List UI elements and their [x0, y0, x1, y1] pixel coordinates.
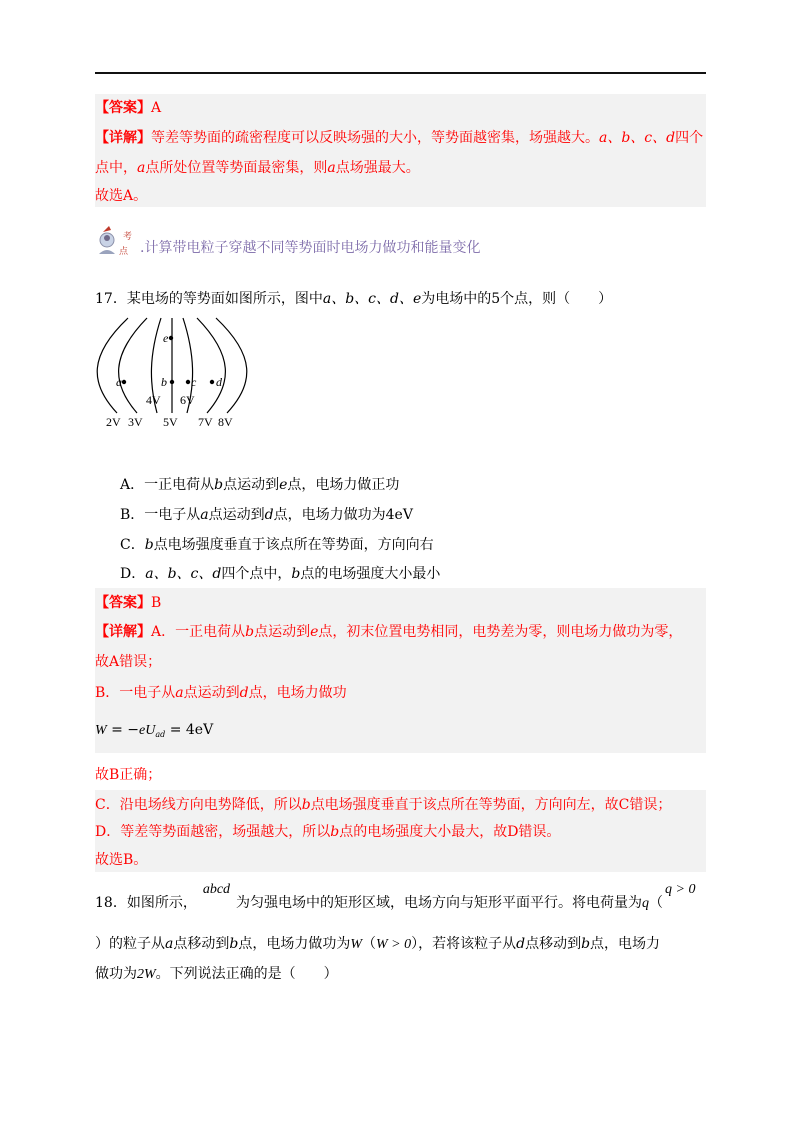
- label-e: e: [163, 331, 169, 345]
- q17-detail-line-4: D．等差等势面越密，场强越大，所以b点的电场强度大小最大，故D错误。: [95, 824, 561, 840]
- q16-answer-line: [95, 98, 161, 118]
- label-8v: 8V: [218, 415, 233, 429]
- topic-badge-icon: [95, 224, 139, 260]
- point-c: [186, 380, 190, 384]
- answer-value: A: [151, 100, 162, 116]
- point-a: [122, 380, 126, 384]
- badge-char-2: 点: [119, 247, 129, 257]
- equipotential-2v: [97, 318, 128, 413]
- q16-detail-line-2: 点中，a点所处位置等势面最密集，则a点场强最大。: [95, 160, 420, 176]
- point-b: [170, 380, 174, 384]
- point-list: a、b、c、d: [599, 130, 676, 146]
- q18-line-3: 做功为2W。下列说法正确的是（ ）: [95, 966, 338, 982]
- point-e: [169, 336, 173, 340]
- q16-detail-line-1: 【详解】等差等势面的疏密程度可以反映场强的大小，等势面越密集，场强越大。a、b、c、d四个: [95, 130, 704, 146]
- q17-stem: 17．某电场的等势面如图所示，图中a、b、c、d、e为电场中的5个点，则（ ）: [95, 291, 613, 307]
- label-b: b: [161, 375, 167, 389]
- label-2v: 2V: [106, 415, 121, 429]
- q17-detail-line-2b: 故B正确；: [95, 767, 162, 783]
- q16-conclusion: 故选A。: [95, 188, 148, 204]
- equipotential-8v: [216, 318, 247, 413]
- point-d: [210, 380, 214, 384]
- q17-detail-line-2: B．一电子从a点运动到d点，电场力做功: [95, 685, 347, 701]
- equipotential-3v: [119, 318, 147, 413]
- label-c: c: [191, 375, 197, 389]
- point-list-5: a、b、c、d、e: [322, 291, 422, 307]
- q17-option-d: D．a、b、c、d四个点中，b点的电场强度大小最小: [120, 566, 441, 582]
- q17-detail-line-3: C．沿电场线方向电势降低，所以b点电场强度垂直于该点所在等势面，方向向左，故C错误；: [95, 797, 672, 813]
- detail-tag: 【详解】: [95, 130, 151, 146]
- q17-answer-line: 【答案】B: [95, 595, 162, 611]
- work-formula: $W = -eU_{ad} = 4eV$: [95, 722, 214, 739]
- answer-tag: 【答案】: [95, 100, 151, 116]
- badge-char-1: 考: [123, 232, 133, 242]
- topic-badge-text: .计算带电粒子穿越不同等势面时电场力做功和能量变化: [140, 240, 481, 256]
- q17-option-c: C．b点电场强度垂直于该点所在等势面，方向向右: [120, 537, 434, 553]
- label-6v: 6V: [180, 393, 195, 407]
- equipotential-diagram: [95, 315, 255, 435]
- equipotential-7v: [197, 318, 225, 413]
- label-a: a: [116, 375, 122, 389]
- q17-option-b: B．一电子从a点运动到d点，电场力做功为4eV: [120, 507, 413, 523]
- label-5v: 5V: [163, 415, 178, 429]
- label-d: d: [216, 375, 222, 389]
- q17-detail-line-1b: 故A错误；: [95, 654, 162, 670]
- q17-option-a: A．一正电荷从b点运动到e点，电场力做正功: [120, 477, 400, 493]
- q17-detail-line-1: 【详解】A．一正电荷从b点运动到e点，初末位置电势相同，电势差为零，则电场力做功为零，: [95, 624, 683, 640]
- header-rule: [95, 72, 706, 74]
- q18-line-2: ）的粒子从a点移动到b点，电场力做功为W（W > 0），若将该粒子从d点移动到b点，电场力: [95, 936, 661, 952]
- label-7v: 7V: [198, 415, 213, 429]
- q16-answer-block: [95, 94, 706, 207]
- q18-line-1: 18．如图所示，abcd为匀强电场中的矩形区域，电场方向与矩形平面平行。将电荷量为q（q > 0: [95, 882, 696, 911]
- label-3v: 3V: [128, 415, 143, 429]
- label-4v: 4V: [146, 393, 161, 407]
- q17-conclusion: 故选B。: [95, 852, 148, 868]
